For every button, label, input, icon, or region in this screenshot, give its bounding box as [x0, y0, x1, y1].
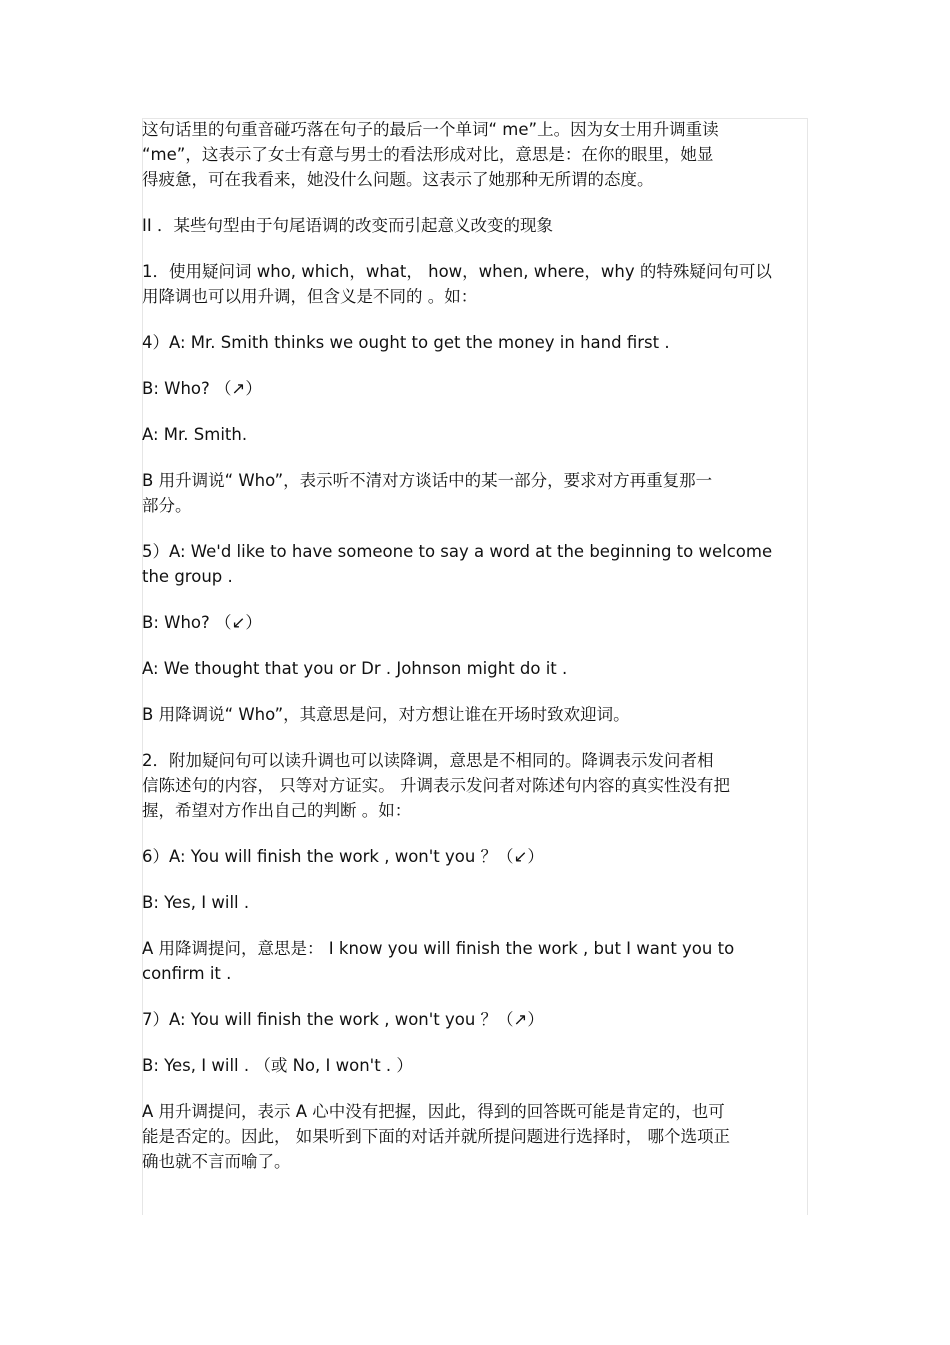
text-line: A 用降调提问，意思是： I know you will finish the work , but I want you to	[142, 939, 735, 958]
example-4-a-reply	[142, 422, 812, 447]
text-line: 部分。	[142, 496, 192, 515]
text-line: II ．某些句型由于句尾语调的改变而引起意义改变的现象	[142, 216, 553, 235]
text-line: 得疲惫，可在我看来，她没什么问题。这表示了她那种无所谓的态度。	[142, 170, 654, 189]
explanation-5	[142, 702, 812, 727]
example-5-a-reply	[142, 656, 812, 681]
text-line: confirm it .	[142, 964, 232, 983]
text-line: 握，希望对方作出自己的判断 。如：	[142, 801, 412, 820]
text-line: 4）A: Mr. Smith thinks we ought to get the money in hand first .	[142, 333, 670, 352]
text-line: B: Who? （↙）	[142, 613, 262, 632]
example-4-a	[142, 330, 812, 355]
text-line: “me”，这表示了女士有意与男士的看法形成对比，意思是：在你的眼里，她显	[142, 145, 714, 164]
text-line: 5）A: We'd like to have someone to say a word at the beginning to welcome	[142, 542, 773, 561]
text-line: the group .	[142, 567, 233, 586]
text-line: 2．附加疑问句可以读升调也可以读降调，意思是不相同的。降调表示发问者相	[142, 751, 714, 770]
text-line: B: Who? （↗）	[142, 379, 262, 398]
paragraph-point-1	[142, 259, 812, 309]
example-5-a	[142, 539, 812, 589]
example-7-b	[142, 1053, 812, 1078]
example-4-b	[142, 376, 812, 401]
text-line: 6）A: You will finish the work , won't you ？（↙）	[142, 847, 544, 866]
text-line: 1．使用疑问词 who, which，what， how，when, where，why 的特殊疑问句可以	[142, 262, 772, 281]
explanation-4	[142, 468, 812, 518]
paragraph-1	[142, 117, 812, 192]
text-line: B: Yes, I will .	[142, 893, 250, 912]
example-7-a	[142, 1007, 812, 1032]
text-line: A: We thought that you or Dr . Johnson might do it .	[142, 659, 568, 678]
example-5-b	[142, 610, 812, 635]
text-line: A: Mr. Smith.	[142, 425, 248, 444]
explanation-7	[142, 1099, 812, 1174]
example-6-b	[142, 890, 812, 915]
paragraph-point-2	[142, 748, 812, 823]
text-line: 用降调也可以用升调，但含义是不同的 。如：	[142, 287, 478, 306]
text-line: 信陈述句的内容， 只等对方证实。 升调表示发问者对陈述句内容的真实性没有把	[142, 776, 730, 795]
text-line: 确也就不言而喻了。	[142, 1152, 291, 1171]
text-line: A 用升调提问，表示 A 心中没有把握，因此，得到的回答既可能是肯定的，也可	[142, 1102, 725, 1121]
example-6-a	[142, 844, 812, 869]
explanation-6	[142, 936, 812, 986]
text-line: 7）A: You will finish the work , won't you ？（↗）	[142, 1010, 544, 1029]
section-heading-ii	[142, 213, 812, 238]
text-line: 这句话里的句重音碰巧落在句子的最后一个单词“ me”上。因为女士用升调重读	[142, 120, 719, 139]
text-line: B 用升调说“ Who”，表示听不清对方谈话中的某一部分，要求对方再重复那一	[142, 471, 713, 490]
document-body	[142, 117, 812, 1174]
text-line: 能是否定的。因此， 如果听到下面的对话并就所提问题进行选择时， 哪个选项正	[142, 1127, 730, 1146]
text-line: B 用降调说“ Who”，其意思是问，对方想让谁在开场时致欢迎词。	[142, 705, 630, 724]
text-line: B: Yes, I will . （或 No, I won't . ）	[142, 1056, 413, 1075]
